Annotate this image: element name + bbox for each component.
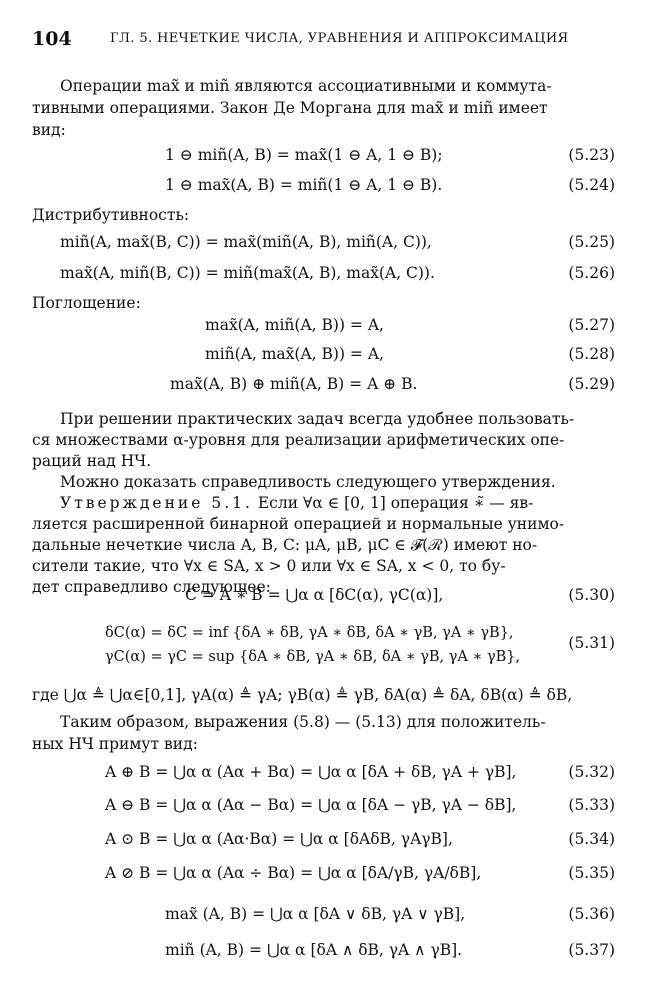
absorption-label: Поглощение: [32, 294, 141, 312]
paragraph-2-line-2: ся множествами α-уровня для реализации арифметических опе- [32, 431, 565, 449]
equation-number-5-37: (5.37) [568, 941, 615, 959]
equation-5-26: max̃(A, miñ(B, C)) = miñ(max̃(A, B), max̃(A, C)). [60, 264, 435, 282]
equation-number-5-30: (5.30) [568, 586, 615, 604]
paragraph-3: Можно доказать справедливость следующего утверждения. [60, 473, 556, 491]
equation-5-23: 1 ⊖ miñ(A, B) = max̃(1 ⊖ A, 1 ⊖ B); [165, 146, 443, 164]
paragraph-4-line-2: ных НЧ примут вид: [32, 735, 198, 753]
equation-number-5-34: (5.34) [568, 830, 615, 848]
statement-line-1 [60, 492, 614, 514]
equation-number-5-35: (5.35) [568, 864, 615, 882]
equation-number-5-26: (5.26) [568, 264, 615, 282]
equation-number-5-32: (5.32) [568, 763, 615, 781]
equation-number-5-25: (5.25) [568, 233, 615, 251]
equation-5-34: A ⊙ B = ⋃α α (Aα·Bα) = ⋃α α [δAδB, γAγB], [105, 830, 453, 848]
equation-number-5-23: (5.23) [568, 146, 615, 164]
equation-number-5-33: (5.33) [568, 796, 615, 814]
equation-number-5-24: (5.24) [568, 176, 615, 194]
page-header [32, 28, 615, 52]
equation-number-5-36: (5.36) [568, 905, 615, 923]
equation-5-32: A ⊕ B = ⋃α α (Aα + Bα) = ⋃α α [δA + δB, γA + γB], [105, 763, 517, 781]
equation-5-31-line-2: γC(α) = γC = sup {δA ∗ δB, γA ∗ δB, δA ∗ γB, γA ∗ γB}, [105, 649, 521, 665]
where-definitions: где ⋃α ≜ ⋃α∈[0,1], γA(α) ≜ γA; γB(α) ≜ γB, δA(α) ≜ δA, δB(α) ≜ δB, [32, 686, 573, 704]
equation-5-33: A ⊖ B = ⋃α α (Aα − Bα) = ⋃α α [δA − γB, γA − δB], [105, 796, 517, 814]
equation-5-24: 1 ⊖ max̃(A, B) = miñ(1 ⊖ A, 1 ⊖ B). [165, 176, 443, 194]
equation-5-30: C = A ∗̃ B = ⋃α α [δC(α), γC(α)], [185, 586, 444, 604]
intro-line-3: вид: [32, 121, 66, 139]
paragraph-2-line-1: При решении практических задач всегда удобнее пользовать- [60, 410, 575, 428]
equation-5-28: miñ(A, max̃(A, B)) = A, [205, 345, 384, 363]
equation-5-36: max̃ (A, B) = ⋃α α [δA ∨ δB, γA ∨ γB], [165, 905, 466, 923]
statement-line-5: дет справедливо следующее: [32, 578, 271, 596]
equation-number-5-27: (5.27) [568, 316, 615, 334]
equation-5-31-line-1: δC(α) = δC = inf {δA ∗ δB, γA ∗ δB, δA ∗ γB, γA ∗ γB}, [105, 625, 514, 641]
intro-line-2: тивными операциями. Закон Де Моргана для max̃ и miñ имеет [32, 99, 548, 117]
statement-line-2: ляется расширенной бинарной операцией и нормальные унимо- [32, 515, 565, 533]
paragraph-2-line-3: раций над НЧ. [32, 452, 152, 470]
statement-line-1-text: Если ∀α ∈ [0, 1] операция ∗̃ — яв- [257, 494, 534, 512]
page-number: 104 [32, 28, 72, 50]
equation-number-5-31: (5.31) [568, 634, 615, 652]
statement-line-4: сители такие, что ∀x ∈ SA, x > 0 или ∀x ∈ SA, x < 0, то бу- [32, 557, 506, 575]
paragraph-4-line-1: Таким образом, выражения (5.8) — (5.13) для положитель- [60, 713, 546, 731]
equation-5-35: A ⊘ B = ⋃α α (Aα ÷ Bα) = ⋃α α [δA/γB, γA/δB], [105, 864, 482, 882]
equation-5-25: miñ(A, max̃(B, C)) = max̃(miñ(A, B), miñ(A, C)), [60, 233, 432, 251]
distributivity-label: Дистрибутивность: [32, 206, 190, 224]
intro-line-1: Операции max̃ и miñ являются ассоциативными и коммута- [60, 77, 552, 95]
equation-number-5-29: (5.29) [568, 375, 615, 393]
statement-label: Утверждение 5.1. [60, 494, 253, 512]
running-title: ГЛ. 5. НЕЧЕТКИЕ ЧИСЛА, УРАВНЕНИЯ И АППРОКСИМАЦИЯ [110, 31, 569, 46]
statement-line-3: дальные нечеткие числа A, B, C: μA, μB, μC ∈ 𝓕(ℛ) имеют но- [32, 536, 538, 554]
equation-5-27: max̃(A, miñ(A, B)) = A, [205, 316, 384, 334]
equation-number-5-28: (5.28) [568, 345, 615, 363]
equation-5-29: max̃(A, B) ⊕ miñ(A, B) = A ⊕ B. [170, 375, 418, 393]
equation-5-37: miñ (A, B) = ⋃α α [δA ∧ δB, γA ∧ γB]. [165, 941, 463, 959]
